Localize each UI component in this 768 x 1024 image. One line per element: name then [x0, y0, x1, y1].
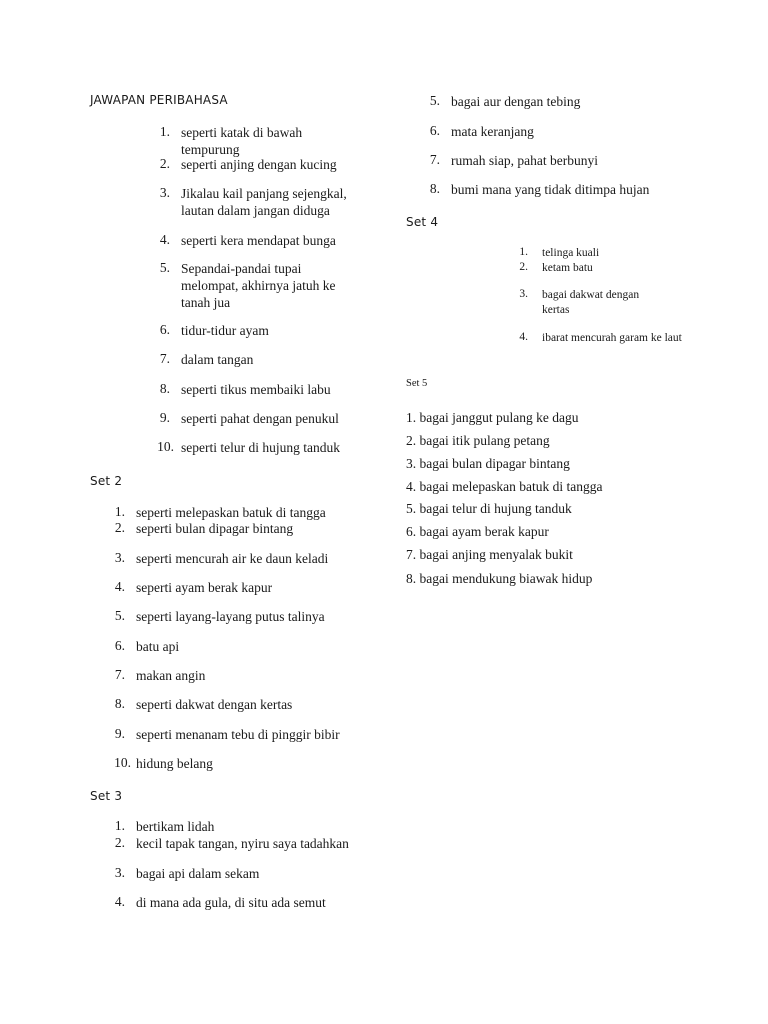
list-item-number: 3. — [519, 288, 528, 300]
list-item-number: 5. — [114, 608, 125, 623]
list-item-text: seperti pahat dengan penukul — [181, 411, 339, 426]
list-item-text: seperti tikus membaiki labu — [181, 382, 331, 397]
list-item: 5. bagai telur di hujung tanduk — [406, 501, 572, 516]
list-item-number: 10. — [114, 755, 131, 770]
list-item-text: mata keranjang — [451, 124, 534, 139]
list-item-text: kecil tapak tangan, nyiru saya tadahkan — [136, 836, 349, 851]
list-item-number: 6. — [429, 123, 440, 138]
list-item: 1. bagai janggut pulang ke dagu — [406, 410, 579, 425]
set3-heading: Set 3 — [90, 789, 123, 803]
list-item-number: 7. — [159, 351, 170, 366]
list-item-number: 2. — [114, 520, 125, 535]
list-item-number: 2. — [519, 261, 528, 273]
list-item: 4. bagai melepaskan batuk di tangga — [406, 479, 603, 494]
list-item-text: bagai aur dengan tebing — [451, 94, 581, 109]
list-item-text: seperti ayam berak kapur — [136, 580, 273, 595]
list-item-number: 3. — [159, 185, 170, 200]
list-item-text: seperti layang-layang putus talinya — [136, 609, 325, 624]
list-item-text: seperti kera mendapat bunga — [181, 233, 336, 248]
list-item-number: 3. — [114, 865, 125, 880]
list-item-number: 1. — [159, 124, 170, 139]
list-item: 6. bagai ayam berak kapur — [406, 524, 549, 539]
list-item-number: 2. — [114, 835, 125, 850]
list-item-text: dalam tangan — [181, 352, 254, 367]
list-item-number: 5. — [429, 93, 440, 108]
list-item-text: bagai api dalam sekam — [136, 866, 260, 881]
list-item-number: 1. — [114, 504, 125, 519]
list-item-number: 9. — [114, 726, 125, 741]
set2-heading: Set 2 — [90, 474, 123, 488]
list-item-number: 2. — [159, 156, 170, 171]
list-item-number: 3. — [114, 550, 125, 565]
list-item-text: Sepandai-pandai tupai melompat, akhirnya jatuh ke tanah jua — [181, 261, 336, 310]
set4-heading: Set 4 — [406, 215, 439, 229]
list-item-number: 4. — [519, 331, 528, 343]
list-item-text: ketam batu — [542, 262, 593, 274]
list-item-text: bertikam lidah — [136, 819, 215, 834]
list-item-text: seperti menanam tebu di pinggir bibir — [136, 727, 340, 742]
list-item-number: 6. — [114, 638, 125, 653]
list-item-number: 6. — [159, 322, 170, 337]
document-title: JAWAPAN PERIBAHASA — [90, 93, 228, 107]
list-item-text: seperti dakwat dengan kertas — [136, 697, 293, 712]
list-item-text: seperti anjing dengan kucing — [181, 157, 337, 172]
list-item-number: 1. — [519, 246, 528, 258]
list-item-number: 4. — [114, 894, 125, 909]
list-item-text: Jikalau kail panjang sejengkal, lautan dalam jangan diduga — [181, 186, 347, 218]
list-item-text: seperti telur di hujung tanduk — [181, 440, 340, 455]
list-item-text: seperti bulan dipagar bintang — [136, 521, 294, 536]
list-item-text: seperti katak di bawah tempurung — [181, 125, 303, 157]
list-item-number: 8. — [114, 696, 125, 711]
list-item-number: 5. — [159, 260, 170, 275]
set5-heading: Set 5 — [406, 378, 428, 389]
list-item: 8. bagai mendukung biawak hidup — [406, 571, 593, 586]
list-item: 2. bagai itik pulang petang — [406, 433, 550, 448]
list-item-text: makan angin — [136, 668, 206, 683]
list-item-text: telinga kuali — [542, 247, 600, 259]
list-item: 3. bagai bulan dipagar bintang — [406, 456, 570, 471]
list-item-text: bumi mana yang tidak ditimpa hujan — [451, 182, 650, 197]
list-item-text: hidung belang — [136, 756, 213, 771]
list-item-text: ibarat mencurah garam ke laut — [542, 332, 682, 344]
list-item-text: rumah siap, pahat berbunyi — [451, 153, 598, 168]
list-item-text: di mana ada gula, di situ ada semut — [136, 895, 326, 910]
list-item-number: 8. — [429, 181, 440, 196]
list-item-number: 9. — [159, 410, 170, 425]
list-item-text: batu api — [136, 639, 180, 654]
list-item-number: 4. — [114, 579, 125, 594]
list-item-text: seperti mencurah air ke daun keladi — [136, 551, 329, 566]
list-item-number: 8. — [159, 381, 170, 396]
list-item-text: bagai dakwat dengan kertas — [542, 289, 640, 316]
list-item-number: 1. — [114, 818, 125, 833]
list-item-text: tidur-tidur ayam — [181, 323, 269, 338]
list-item-number: 7. — [429, 152, 440, 167]
list-item-text: seperti melepaskan batuk di tangga — [136, 505, 326, 520]
list-item: 7. bagai anjing menyalak bukit — [406, 547, 573, 562]
list-item-number: 4. — [159, 232, 170, 247]
list-item-number: 7. — [114, 667, 125, 682]
list-item-number: 10. — [157, 439, 174, 454]
